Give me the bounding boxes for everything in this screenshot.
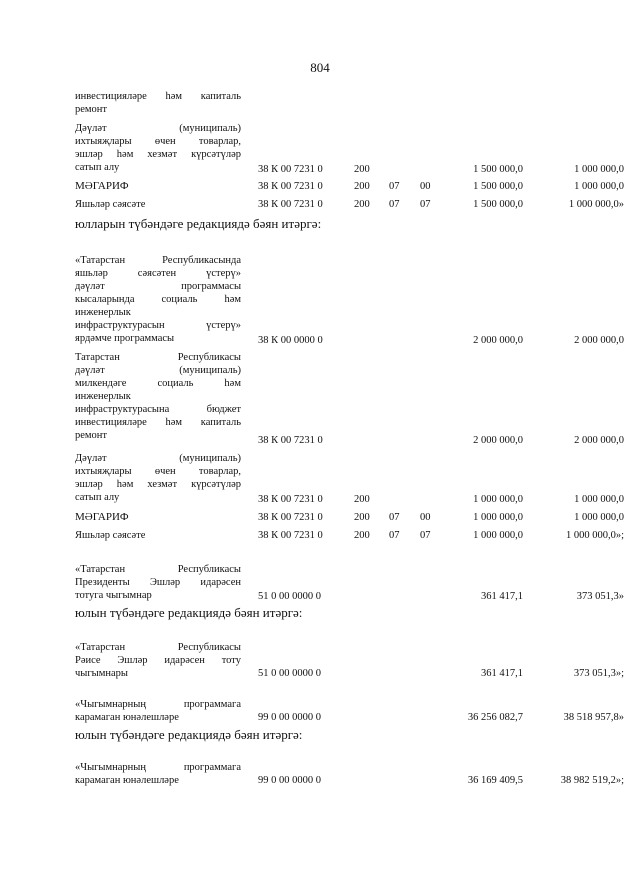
row-rz: 07 [389,199,400,210]
label-line: карамаган юнәлешләре [75,775,179,786]
row-amount-1: 1 500 000,0 [473,199,523,210]
row-label [75,180,241,193]
label-line: дәүләт программасы [75,281,241,292]
row-amount-2: 373 051,3»; [573,668,624,679]
row-label [75,698,241,724]
label-line: дәүләт (муниципаль) [75,365,241,376]
row-amount-1: 1 000 000,0 [473,530,523,541]
row-amount-2: 1 000 000,0 [574,494,624,505]
row-rz: 07 [389,181,400,192]
label-line: милкендәге социаль һәм [75,378,241,389]
label-line: эшләр һәм хезмәт күрсәтүләр [75,479,241,490]
row-label [75,563,241,602]
row-rz: 07 [389,530,400,541]
label-line: сатып алу [75,492,120,503]
row-vr: 200 [354,181,370,192]
row-label [75,90,241,116]
label-line: эшләр һәм хезмәт күрсәтүләр [75,149,241,160]
row-label [75,761,241,787]
instruction-text: юлларын түбәндәге редакциядә бәян итәргә: [75,216,322,231]
row-code: 38 К 00 7231 0 [258,494,323,505]
row-label [75,198,241,211]
row-vr: 200 [354,199,370,210]
row-amount-2: 38 982 519,2»; [560,775,624,786]
row-amount-1: 1 000 000,0 [473,512,523,523]
label-line: «Татарстан Республикасы [75,642,241,653]
instruction-text: юлын түбәндәге редакциядә бәян итәргә: [75,605,303,620]
row-label [75,452,241,504]
row-amount-1: 361 417,1 [481,591,523,602]
row-amount-1: 1 000 000,0 [473,494,523,505]
label-line: тотуга чыгымнар [75,590,152,601]
row-amount-2: 1 000 000,0» [568,199,624,210]
label-line: инфраструктурасына бюджет [75,404,241,415]
row-code: 38 К 00 7231 0 [258,435,323,446]
instruction-text: юлын түбәндәге редакциядә бәян итәргә: [75,727,303,742]
row-amount-1: 36 169 409,5 [467,775,523,786]
row-label [75,511,241,524]
label-line: ремонт [75,104,108,115]
label-line: инженерлык [75,391,131,402]
label-line: карамаган юнәлешләре [75,712,179,723]
row-pr: 00 [420,181,431,192]
row-amount-2: 373 051,3» [576,591,624,602]
row-label [75,529,241,542]
label-line: инвестицияләре һәм капиталь [75,417,241,428]
row-code: 38 К 00 7231 0 [258,530,323,541]
label-line: инженерлык [75,307,131,318]
label-line: чыгымнары [75,668,128,679]
row-amount-1: 2 000 000,0 [473,435,523,446]
row-vr: 200 [354,530,370,541]
label-line: ихтыяҗлары өчен товарлар, [75,466,241,477]
label-line: кысаларында социаль һәм [75,294,241,305]
row-label [75,122,241,174]
row-amount-2: 2 000 000,0 [574,435,624,446]
row-amount-2: 1 000 000,0 [574,164,624,175]
row-code: 99 0 00 0000 0 [258,775,321,786]
label-line: Яшьләр сәясәте [75,530,146,541]
label-line: ярдәмче программасы [75,333,175,344]
row-pr: 00 [420,512,431,523]
row-amount-1: 361 417,1 [481,668,523,679]
row-rz: 07 [389,512,400,523]
label-line: Президенты Эшләр идарәсен [75,577,241,588]
row-code: 38 К 00 7231 0 [258,164,323,175]
label-line: сатып алу [75,162,120,173]
row-amount-1: 1 500 000,0 [473,181,523,192]
label-line: МӘГАРИФ [75,180,129,192]
row-code: 38 К 00 0000 0 [258,335,323,346]
page-number: 804 [310,60,330,75]
row-label [75,351,241,442]
label-line: инфраструктурасын үстерү» [75,320,241,331]
row-amount-2: 1 000 000,0 [574,512,624,523]
label-line: «Чыгымнарның программага [75,699,241,710]
label-line: «Татарстан Республикасында [75,255,241,266]
row-code: 51 0 00 0000 0 [258,668,321,679]
label-line: ремонт [75,430,108,441]
label-line: яшьләр сәясәтен үстерү» [75,268,241,279]
row-vr: 200 [354,164,370,175]
row-code: 38 К 00 7231 0 [258,512,323,523]
row-amount-2: 1 000 000,0 [574,181,624,192]
label-line: Яшьләр сәясәте [75,199,146,210]
row-amount-2: 1 000 000,0»; [565,530,624,541]
label-line: Рәисе Эшләр идарәсен тоту [75,655,241,666]
row-vr: 200 [354,494,370,505]
row-code: 99 0 00 0000 0 [258,712,321,723]
label-line: ихтыяҗлары өчен товарлар, [75,136,241,147]
row-amount-1: 1 500 000,0 [473,164,523,175]
label-line: Дәүләт (муниципаль) [75,123,241,134]
label-line: «Чыгымнарның программага [75,762,241,773]
row-code: 51 0 00 0000 0 [258,591,321,602]
row-amount-2: 2 000 000,0 [574,335,624,346]
label-line: Татарстан Республикасы [75,352,241,363]
row-label [75,254,241,345]
row-amount-1: 2 000 000,0 [473,335,523,346]
row-pr: 07 [420,199,431,210]
row-amount-1: 36 256 082,7 [467,712,523,723]
label-line: МӘГАРИФ [75,511,129,523]
row-vr: 200 [354,512,370,523]
label-line: инвестицияләре һәм капиталь [75,91,241,102]
row-amount-2: 38 518 957,8» [563,712,624,723]
row-pr: 07 [420,530,431,541]
row-label [75,641,241,680]
label-line: Дәүләт (муниципаль) [75,453,241,464]
label-line: «Татарстан Республикасы [75,564,241,575]
row-code: 38 К 00 7231 0 [258,181,323,192]
row-code: 38 К 00 7231 0 [258,199,323,210]
